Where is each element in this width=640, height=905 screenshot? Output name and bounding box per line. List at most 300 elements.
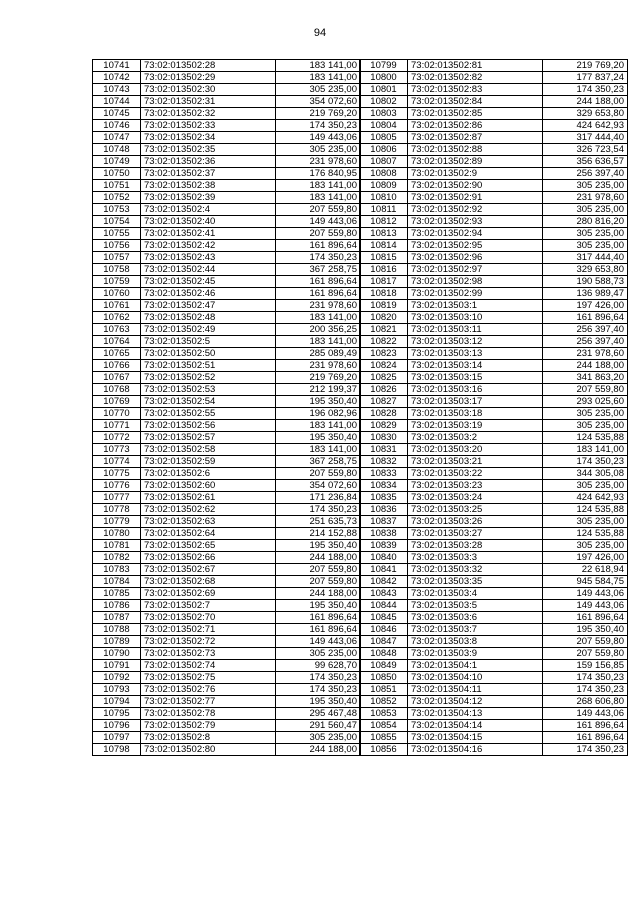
- cadastral-value: 305 235,00: [543, 420, 628, 432]
- table-row: [93, 216, 361, 228]
- cadastral-value: 196 082,96: [276, 408, 361, 420]
- table-row: [93, 660, 361, 672]
- row-number: 10765: [93, 348, 141, 360]
- cadastral-number: 73:02:013502:36: [141, 156, 276, 168]
- cadastral-number: 73:02:013502:70: [141, 612, 276, 624]
- cadastral-value: 256 397,40: [543, 168, 628, 180]
- table-row: [360, 132, 628, 144]
- cadastral-number: 73:02:013503:10: [408, 312, 543, 324]
- cadastral-number: 73:02:013502:74: [141, 660, 276, 672]
- cadastral-value: 207 559,80: [276, 576, 361, 588]
- table-row: [93, 60, 361, 72]
- cadastral-number: 73:02:013503:35: [408, 576, 543, 588]
- row-number: 10848: [360, 648, 408, 660]
- row-number: 10778: [93, 504, 141, 516]
- cadastral-number: 73:02:013503:8: [408, 636, 543, 648]
- table-row: [360, 528, 628, 540]
- cadastral-number: 73:02:013502:85: [408, 108, 543, 120]
- cadastral-value: 161 896,64: [276, 288, 361, 300]
- cadastral-value: 207 559,80: [543, 648, 628, 660]
- table-row: [93, 72, 361, 84]
- cadastral-value: 161 896,64: [276, 276, 361, 288]
- cadastral-number: 73:02:013502:72: [141, 636, 276, 648]
- row-number: 10802: [360, 96, 408, 108]
- cadastral-number: 73:02:013502:4: [141, 204, 276, 216]
- cadastral-value: 291 560,47: [276, 720, 361, 732]
- table-row: [93, 252, 361, 264]
- row-number: 10793: [93, 684, 141, 696]
- cadastral-value: 174 350,23: [276, 252, 361, 264]
- table-row: [93, 576, 361, 588]
- cadastral-number: 73:02:013502:62: [141, 504, 276, 516]
- table-row: [360, 144, 628, 156]
- cadastral-value: 183 141,00: [276, 444, 361, 456]
- cadastral-value: 212 199,37: [276, 384, 361, 396]
- table-row: [360, 228, 628, 240]
- cadastral-value: 305 235,00: [276, 84, 361, 96]
- cadastral-number: 73:02:013503:7: [408, 624, 543, 636]
- cadastral-value: 183 141,00: [276, 312, 361, 324]
- cadastral-number: 73:02:013502:94: [408, 228, 543, 240]
- cadastral-number: 73:02:013502:35: [141, 144, 276, 156]
- row-number: 10849: [360, 660, 408, 672]
- table-row: [360, 396, 628, 408]
- row-number: 10741: [93, 60, 141, 72]
- row-number: 10769: [93, 396, 141, 408]
- table-row: [93, 588, 361, 600]
- cadastral-number: 73:02:013503:17: [408, 396, 543, 408]
- cadastral-value: 124 535,88: [543, 528, 628, 540]
- cadastral-number: 73:02:013502:33: [141, 120, 276, 132]
- table-row: [93, 732, 361, 744]
- cadastral-number: 73:02:013502:39: [141, 192, 276, 204]
- cadastral-number: 73:02:013502:8: [141, 732, 276, 744]
- table-row: [360, 732, 628, 744]
- table-row: [93, 684, 361, 696]
- row-number: 10831: [360, 444, 408, 456]
- cadastral-value: 197 426,00: [543, 300, 628, 312]
- table-row: [360, 708, 628, 720]
- table-row: [360, 360, 628, 372]
- row-number: 10756: [93, 240, 141, 252]
- row-number: 10855: [360, 732, 408, 744]
- table-row: [360, 576, 628, 588]
- cadastral-number: 73:02:013504:13: [408, 708, 543, 720]
- row-number: 10856: [360, 744, 408, 756]
- row-number: 10745: [93, 108, 141, 120]
- row-number: 10780: [93, 528, 141, 540]
- cadastral-number: 73:02:013502:41: [141, 228, 276, 240]
- cadastral-number: 73:02:013502:43: [141, 252, 276, 264]
- cadastral-number: 73:02:013503:19: [408, 420, 543, 432]
- cadastral-value: 329 653,80: [543, 264, 628, 276]
- table-row: [93, 492, 361, 504]
- cadastral-value: 161 896,64: [543, 732, 628, 744]
- cadastral-number: 73:02:013502:84: [408, 96, 543, 108]
- cadastral-number: 73:02:013502:59: [141, 456, 276, 468]
- cadastral-number: 73:02:013502:75: [141, 672, 276, 684]
- table-row: [93, 516, 361, 528]
- cadastral-value: 214 152,88: [276, 528, 361, 540]
- cadastral-value: 305 235,00: [543, 204, 628, 216]
- row-number: 10826: [360, 384, 408, 396]
- cadastral-number: 73:02:013502:49: [141, 324, 276, 336]
- row-number: 10853: [360, 708, 408, 720]
- cadastral-value: 174 350,23: [543, 672, 628, 684]
- cadastral-number: 73:02:013502:71: [141, 624, 276, 636]
- row-number: 10795: [93, 708, 141, 720]
- table-row: [360, 120, 628, 132]
- table-row: [93, 264, 361, 276]
- row-number: 10823: [360, 348, 408, 360]
- table-row: [360, 240, 628, 252]
- cadastral-value: 171 236,84: [276, 492, 361, 504]
- table-row: [93, 312, 361, 324]
- table-row: [93, 432, 361, 444]
- cadastral-value: 195 350,40: [276, 432, 361, 444]
- cadastral-number: 73:02:013502:96: [408, 252, 543, 264]
- cadastral-number: 73:02:013502:63: [141, 516, 276, 528]
- cadastral-number: 73:02:013502:95: [408, 240, 543, 252]
- cadastral-value: 176 840,95: [276, 168, 361, 180]
- cadastral-number: 73:02:013503:20: [408, 444, 543, 456]
- table-row: [93, 480, 361, 492]
- cadastral-number: 73:02:013502:56: [141, 420, 276, 432]
- table-row: [360, 204, 628, 216]
- cadastral-value: 341 863,20: [543, 372, 628, 384]
- row-number: 10757: [93, 252, 141, 264]
- row-number: 10807: [360, 156, 408, 168]
- row-number: 10742: [93, 72, 141, 84]
- table-row: [360, 468, 628, 480]
- table-row: [93, 144, 361, 156]
- cadastral-number: 73:02:013502:55: [141, 408, 276, 420]
- row-number: 10805: [360, 132, 408, 144]
- row-number: 10810: [360, 192, 408, 204]
- table-row: [93, 228, 361, 240]
- cadastral-number: 73:02:013502:99: [408, 288, 543, 300]
- cadastral-number: 73:02:013502:77: [141, 696, 276, 708]
- cadastral-number: 73:02:013503:2: [408, 432, 543, 444]
- row-number: 10837: [360, 516, 408, 528]
- table-row: [360, 60, 628, 72]
- cadastral-value: 945 584,75: [543, 576, 628, 588]
- row-number: 10761: [93, 300, 141, 312]
- row-number: 10830: [360, 432, 408, 444]
- table-row: [93, 120, 361, 132]
- cadastral-value: 268 606,80: [543, 696, 628, 708]
- row-number: 10814: [360, 240, 408, 252]
- cadastral-number: 73:02:013502:7: [141, 600, 276, 612]
- row-number: 10800: [360, 72, 408, 84]
- row-number: 10850: [360, 672, 408, 684]
- cadastral-number: 73:02:013502:57: [141, 432, 276, 444]
- cadastral-number: 73:02:013504:12: [408, 696, 543, 708]
- cadastral-number: 73:02:013502:34: [141, 132, 276, 144]
- cadastral-number: 73:02:013503:25: [408, 504, 543, 516]
- cadastral-value: 305 235,00: [543, 516, 628, 528]
- row-number: 10776: [93, 480, 141, 492]
- cadastral-number: 73:02:013503:27: [408, 528, 543, 540]
- cadastral-number: 73:02:013503:14: [408, 360, 543, 372]
- table-row: [360, 432, 628, 444]
- table-row: [360, 180, 628, 192]
- cadastral-number: 73:02:013504:16: [408, 744, 543, 756]
- cadastral-number: 73:02:013502:73: [141, 648, 276, 660]
- row-number: 10759: [93, 276, 141, 288]
- cadastral-value: 22 618,94: [543, 564, 628, 576]
- table-row: [360, 192, 628, 204]
- row-number: 10790: [93, 648, 141, 660]
- row-number: 10806: [360, 144, 408, 156]
- table-row: [360, 96, 628, 108]
- table-row: [360, 624, 628, 636]
- table-row: [360, 384, 628, 396]
- row-number: 10788: [93, 624, 141, 636]
- table-row: [360, 600, 628, 612]
- table-row: [93, 564, 361, 576]
- table-row: [93, 468, 361, 480]
- cadastral-number: 73:02:013503:5: [408, 600, 543, 612]
- table-row: [93, 672, 361, 684]
- cadastral-number: 73:02:013503:21: [408, 456, 543, 468]
- table-row: [360, 744, 628, 756]
- table-row: [93, 708, 361, 720]
- table-row: [360, 540, 628, 552]
- row-number: 10753: [93, 204, 141, 216]
- row-number: 10843: [360, 588, 408, 600]
- row-number: 10770: [93, 408, 141, 420]
- row-number: 10819: [360, 300, 408, 312]
- cadastral-value: 124 535,88: [543, 432, 628, 444]
- cadastral-value: 207 559,80: [543, 636, 628, 648]
- table-row: [360, 168, 628, 180]
- cadastral-number: 73:02:013502:97: [408, 264, 543, 276]
- cadastral-number: 73:02:013503:26: [408, 516, 543, 528]
- row-number: 10766: [93, 360, 141, 372]
- row-number: 10782: [93, 552, 141, 564]
- cadastral-value: 354 072,60: [276, 480, 361, 492]
- cadastral-number: 73:02:013502:38: [141, 180, 276, 192]
- cadastral-number: 73:02:013502:53: [141, 384, 276, 396]
- cadastral-number: 73:02:013502:91: [408, 192, 543, 204]
- table-row: [360, 300, 628, 312]
- table-row: [360, 720, 628, 732]
- cadastral-value: 195 350,40: [276, 540, 361, 552]
- table-row: [360, 636, 628, 648]
- cadastral-number: 73:02:013502:67: [141, 564, 276, 576]
- cadastral-number: 73:02:013502:64: [141, 528, 276, 540]
- table-row: [93, 552, 361, 564]
- cadastral-value: 207 559,80: [276, 468, 361, 480]
- cadastral-number: 73:02:013502:29: [141, 72, 276, 84]
- cadastral-value: 305 235,00: [543, 180, 628, 192]
- table-row: [360, 408, 628, 420]
- cadastral-value: 305 235,00: [543, 240, 628, 252]
- row-number: 10794: [93, 696, 141, 708]
- cadastral-number: 73:02:013504:11: [408, 684, 543, 696]
- table-row: [360, 72, 628, 84]
- row-number: 10828: [360, 408, 408, 420]
- cadastral-number: 73:02:013502:60: [141, 480, 276, 492]
- cadastral-number: 73:02:013503:32: [408, 564, 543, 576]
- row-number: 10796: [93, 720, 141, 732]
- row-number: 10813: [360, 228, 408, 240]
- cadastral-value: 424 642,93: [543, 120, 628, 132]
- table-row: [93, 696, 361, 708]
- cadastral-number: 73:02:013503:24: [408, 492, 543, 504]
- row-number: 10772: [93, 432, 141, 444]
- cadastral-value: 256 397,40: [543, 336, 628, 348]
- row-number: 10809: [360, 180, 408, 192]
- cadastral-number: 73:02:013502:81: [408, 60, 543, 72]
- cadastral-value: 244 188,00: [543, 96, 628, 108]
- cadastral-number: 73:02:013502:82: [408, 72, 543, 84]
- cadastral-number: 73:02:013503:23: [408, 480, 543, 492]
- cadastral-value: 149 443,06: [276, 216, 361, 228]
- cadastral-value: 280 816,20: [543, 216, 628, 228]
- table-row: [93, 720, 361, 732]
- row-number: 10854: [360, 720, 408, 732]
- cadastral-number: 73:02:013502:66: [141, 552, 276, 564]
- table-row: [360, 312, 628, 324]
- row-number: 10851: [360, 684, 408, 696]
- row-number: 10768: [93, 384, 141, 396]
- row-number: 10799: [360, 60, 408, 72]
- cadastral-number: 73:02:013502:61: [141, 492, 276, 504]
- cadastral-number: 73:02:013502:31: [141, 96, 276, 108]
- cadastral-number: 73:02:013502:86: [408, 120, 543, 132]
- cadastral-value: 161 896,64: [543, 312, 628, 324]
- table-row: [93, 540, 361, 552]
- row-number: 10786: [93, 600, 141, 612]
- cadastral-number: 73:02:013503:28: [408, 540, 543, 552]
- table-row: [360, 612, 628, 624]
- table-row: [360, 156, 628, 168]
- cadastral-value: 174 350,23: [276, 504, 361, 516]
- cadastral-value: 317 444,40: [543, 252, 628, 264]
- cadastral-value: 207 559,80: [276, 564, 361, 576]
- cadastral-value: 207 559,80: [276, 204, 361, 216]
- cadastral-value: 149 443,06: [543, 600, 628, 612]
- cadastral-value: 183 141,00: [276, 60, 361, 72]
- cadastral-value: 136 989,47: [543, 288, 628, 300]
- cadastral-number: 73:02:013502:37: [141, 168, 276, 180]
- table-row: [360, 276, 628, 288]
- row-number: 10787: [93, 612, 141, 624]
- cadastral-value: 183 141,00: [276, 336, 361, 348]
- row-number: 10750: [93, 168, 141, 180]
- table-row: [360, 336, 628, 348]
- table-row: [360, 504, 628, 516]
- cadastral-value: 200 356,25: [276, 324, 361, 336]
- row-number: 10827: [360, 396, 408, 408]
- row-number: 10781: [93, 540, 141, 552]
- table-row: [93, 300, 361, 312]
- cadastral-value: 305 235,00: [543, 408, 628, 420]
- table-row: [93, 372, 361, 384]
- table-row: [360, 456, 628, 468]
- cadastral-number: 73:02:013502:42: [141, 240, 276, 252]
- row-number: 10792: [93, 672, 141, 684]
- cadastral-value: 207 559,80: [543, 384, 628, 396]
- table-row: [360, 672, 628, 684]
- row-number: 10752: [93, 192, 141, 204]
- cadastral-number: 73:02:013502:51: [141, 360, 276, 372]
- left-table: [92, 59, 361, 756]
- cadastral-value: 183 141,00: [276, 72, 361, 84]
- row-number: 10803: [360, 108, 408, 120]
- cadastral-number: 73:02:013502:78: [141, 708, 276, 720]
- row-number: 10817: [360, 276, 408, 288]
- row-number: 10777: [93, 492, 141, 504]
- cadastral-value: 354 072,60: [276, 96, 361, 108]
- cadastral-number: 73:02:013503:15: [408, 372, 543, 384]
- cadastral-value: 219 769,20: [276, 108, 361, 120]
- row-number: 10824: [360, 360, 408, 372]
- cadastral-number: 73:02:013502:40: [141, 216, 276, 228]
- row-number: 10779: [93, 516, 141, 528]
- cadastral-number: 73:02:013503:11: [408, 324, 543, 336]
- row-number: 10833: [360, 468, 408, 480]
- cadastral-value: 367 258,75: [276, 264, 361, 276]
- cadastral-number: 73:02:013502:83: [408, 84, 543, 96]
- row-number: 10844: [360, 600, 408, 612]
- row-number: 10845: [360, 612, 408, 624]
- right-table: [359, 59, 628, 756]
- row-number: 10763: [93, 324, 141, 336]
- table-row: [93, 624, 361, 636]
- cadastral-number: 73:02:013502:98: [408, 276, 543, 288]
- cadastral-value: 197 426,00: [543, 552, 628, 564]
- table-row: [360, 492, 628, 504]
- table-row: [360, 108, 628, 120]
- cadastral-value: 285 089,49: [276, 348, 361, 360]
- cadastral-number: 73:02:013502:90: [408, 180, 543, 192]
- cadastral-value: 305 235,00: [276, 144, 361, 156]
- row-number: 10749: [93, 156, 141, 168]
- cadastral-number: 73:02:013504:14: [408, 720, 543, 732]
- row-number: 10767: [93, 372, 141, 384]
- cadastral-number: 73:02:013502:6: [141, 468, 276, 480]
- cadastral-number: 73:02:013504:15: [408, 732, 543, 744]
- row-number: 10747: [93, 132, 141, 144]
- cadastral-value: 159 156,85: [543, 660, 628, 672]
- table-row: [93, 528, 361, 540]
- table-row: [360, 648, 628, 660]
- table-row: [360, 660, 628, 672]
- cadastral-number: 73:02:013502:87: [408, 132, 543, 144]
- cadastral-number: 73:02:013502:88: [408, 144, 543, 156]
- table-row: [93, 324, 361, 336]
- cadastral-number: 73:02:013502:79: [141, 720, 276, 732]
- row-number: 10839: [360, 540, 408, 552]
- cadastral-value: 174 350,23: [276, 672, 361, 684]
- table-row: [360, 348, 628, 360]
- table-row: [360, 420, 628, 432]
- cadastral-value: 149 443,06: [543, 588, 628, 600]
- table-row: [93, 444, 361, 456]
- table-row: [360, 288, 628, 300]
- cadastral-number: 73:02:013503:6: [408, 612, 543, 624]
- cadastral-number: 73:02:013502:68: [141, 576, 276, 588]
- cadastral-number: 73:02:013502:45: [141, 276, 276, 288]
- row-number: 10791: [93, 660, 141, 672]
- table-row: [93, 612, 361, 624]
- cadastral-value: 149 443,06: [276, 132, 361, 144]
- row-number: 10744: [93, 96, 141, 108]
- table-row: [93, 288, 361, 300]
